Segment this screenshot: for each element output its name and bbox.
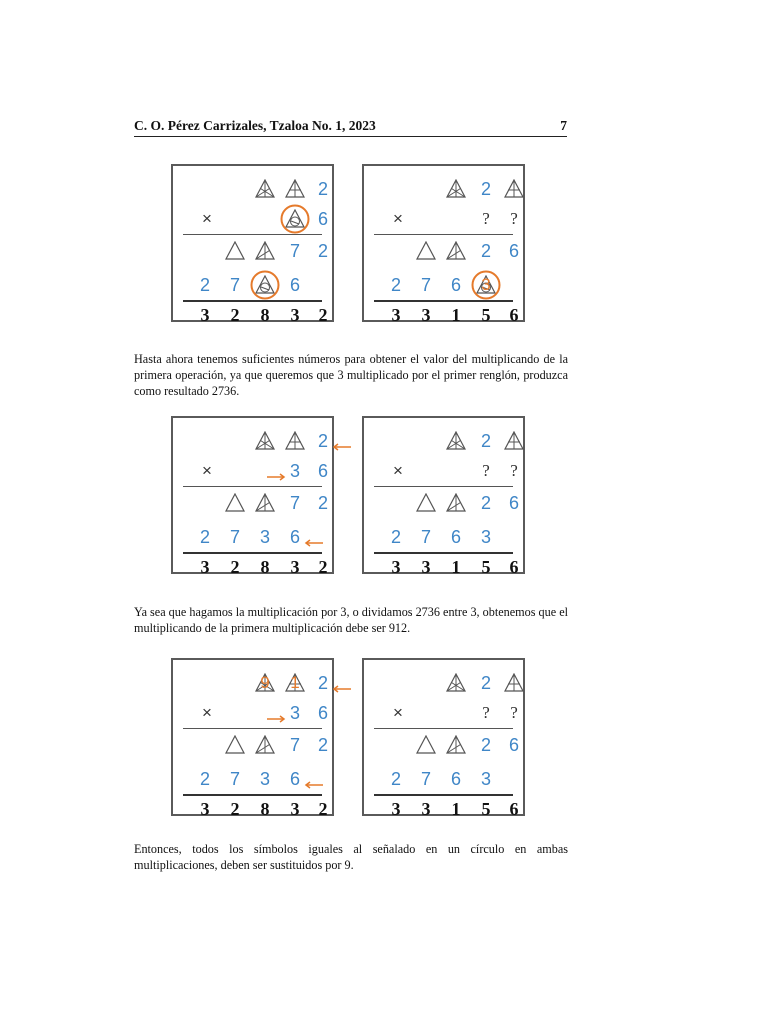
overlay-digit: 9	[260, 673, 270, 692]
triangle-star-icon	[446, 179, 466, 199]
arrow-left-icon	[304, 534, 324, 542]
multiplication-box-left	[171, 416, 334, 577]
sum-line	[183, 300, 322, 302]
digit: 2	[317, 431, 328, 451]
result-digit: 3	[421, 557, 431, 577]
digit: 2	[390, 275, 401, 295]
result-digit: 1	[451, 305, 461, 325]
triangle-t-icon	[504, 431, 524, 451]
digit: 7	[289, 241, 300, 261]
unknown-digit: ?	[510, 461, 518, 480]
sum-line	[374, 794, 513, 796]
digit: 7	[229, 769, 240, 789]
digit: 2	[317, 179, 328, 199]
multiplication-box-left	[171, 164, 334, 325]
digit: 7	[229, 275, 240, 295]
result-digit: 3	[421, 799, 431, 819]
times-sign: ×	[393, 209, 403, 228]
result-digit: 3	[290, 305, 300, 325]
digit: 6	[289, 527, 300, 547]
triangle-icon	[225, 735, 245, 755]
arrow-right-icon	[266, 710, 286, 718]
divider-line	[374, 486, 513, 487]
digit: 7	[420, 275, 431, 295]
divider-line	[374, 728, 513, 729]
digit: 6	[317, 209, 328, 229]
times-sign: ×	[202, 703, 212, 722]
unknown-digit: ?	[482, 461, 490, 480]
result-digit: 3	[391, 557, 401, 577]
result-digit: 3	[290, 799, 300, 819]
overlay-digit: 3	[481, 275, 491, 294]
result-digit: 1	[451, 557, 461, 577]
result-digit: 8	[260, 799, 270, 819]
digit: 2	[317, 735, 328, 755]
digit: 2	[199, 769, 210, 789]
unknown-digit: ?	[510, 209, 518, 228]
arrow-right-icon	[266, 468, 286, 476]
digit: 3	[289, 461, 300, 481]
triangle-t-icon	[285, 179, 305, 199]
result-digit: 8	[260, 305, 270, 325]
triangle-medians-icon	[446, 241, 466, 261]
result-digit: 3	[200, 799, 210, 819]
digit: 2	[317, 673, 328, 693]
result-digit: 8	[260, 557, 270, 577]
triangle-icon	[416, 735, 436, 755]
divider-line	[183, 234, 322, 235]
triangle-medians-icon	[255, 493, 275, 513]
digit: 2	[199, 275, 210, 295]
times-sign: ×	[202, 461, 212, 480]
unknown-digit: ?	[482, 703, 490, 722]
multiplication-box-right	[362, 658, 525, 819]
divider-line	[183, 486, 322, 487]
unknown-digit: ?	[482, 209, 490, 228]
sum-line	[374, 300, 513, 302]
unknown-digit: ?	[510, 703, 518, 722]
times-sign: ×	[202, 209, 212, 228]
digit: 6	[508, 735, 519, 755]
digit: 6	[508, 493, 519, 513]
result-digit: 2	[230, 557, 240, 577]
digit: 6	[450, 527, 461, 547]
divider-line	[374, 234, 513, 235]
result-digit: 2	[230, 305, 240, 325]
digit: 2	[480, 673, 491, 693]
digit: 6	[317, 461, 328, 481]
paragraph-1: Hasta ahora tenemos suficientes números para obtener el valor del multiplicando de la primera operación, ya que queremos que 3 multiplicado por el primer renglón, produzca como resultado 2736.	[134, 352, 568, 398]
digit: 7	[420, 769, 431, 789]
page-number: 7	[560, 118, 567, 133]
result-digit: 6	[509, 799, 519, 819]
triangle-icon	[416, 241, 436, 261]
digit: 6	[450, 769, 461, 789]
triangle-icon	[225, 241, 245, 261]
digit: 3	[259, 769, 270, 789]
paragraph-3: Entonces, todos los símbolos iguales al señalado en un círculo en ambas multiplicaciones, deben ser sustituidos por 9.	[134, 842, 568, 872]
digit: 3	[259, 527, 270, 547]
result-digit: 2	[318, 557, 328, 577]
divider-line	[183, 728, 322, 729]
highlight-circle	[250, 270, 280, 300]
result-digit: 3	[391, 305, 401, 325]
result-digit: 5	[481, 799, 491, 819]
triangle-icon	[225, 493, 245, 513]
digit: 3	[289, 703, 300, 723]
triangle-star-icon	[446, 431, 466, 451]
sum-line	[183, 794, 322, 796]
sum-line	[183, 552, 322, 554]
result-digit: 3	[421, 305, 431, 325]
result-digit: 6	[509, 557, 519, 577]
triangle-icon	[416, 493, 436, 513]
digit: 2	[390, 527, 401, 547]
digit: 2	[317, 493, 328, 513]
digit: 2	[480, 179, 491, 199]
digit: 2	[480, 493, 491, 513]
digit: 2	[390, 769, 401, 789]
digit: 7	[229, 527, 240, 547]
triangle-t-icon	[285, 431, 305, 451]
multiplication-box-right	[362, 164, 525, 325]
result-digit: 3	[391, 799, 401, 819]
header-citation: C. O. Pérez Carrizales, Tzaloa No. 1, 2023	[134, 118, 376, 133]
running-header	[134, 117, 567, 137]
triangle-star-icon	[255, 179, 275, 199]
sum-line	[374, 552, 513, 554]
digit: 2	[480, 735, 491, 755]
digit: 2	[317, 241, 328, 261]
result-digit: 5	[481, 557, 491, 577]
digit: 3	[480, 527, 491, 547]
triangle-star-icon	[255, 431, 275, 451]
digit: 6	[289, 275, 300, 295]
digit: 2	[199, 527, 210, 547]
highlight-circle	[280, 204, 310, 234]
arrow-left-icon	[304, 776, 324, 784]
digit: 6	[289, 769, 300, 789]
multiplication-box-left	[171, 658, 334, 819]
digit: 6	[450, 275, 461, 295]
times-sign: ×	[393, 461, 403, 480]
triangle-medians-icon	[255, 735, 275, 755]
result-digit: 1	[451, 799, 461, 819]
triangle-medians-icon	[446, 735, 466, 755]
digit: 7	[289, 493, 300, 513]
digit: 2	[480, 241, 491, 261]
result-digit: 6	[509, 305, 519, 325]
result-digit: 3	[200, 557, 210, 577]
triangle-medians-icon	[446, 493, 466, 513]
digit: 6	[317, 703, 328, 723]
result-digit: 2	[318, 305, 328, 325]
paragraph-2: Ya sea que hagamos la multiplicación por 3, o dividamos 2736 entre 3, obtenemos que el multiplicando de la primera multiplicación debe ser 912.	[134, 605, 568, 635]
digit: 2	[480, 431, 491, 451]
result-digit: 2	[230, 799, 240, 819]
digit: 7	[289, 735, 300, 755]
result-digit: 5	[481, 305, 491, 325]
triangle-star-icon	[446, 673, 466, 693]
result-digit: 3	[200, 305, 210, 325]
overlay-digit: 1	[290, 673, 300, 692]
triangle-t-icon	[504, 673, 524, 693]
triangle-t-icon	[504, 179, 524, 199]
result-digit: 3	[290, 557, 300, 577]
digit: 3	[480, 769, 491, 789]
digit: 6	[508, 241, 519, 261]
multiplication-box-right	[362, 416, 525, 577]
result-digit: 2	[318, 799, 328, 819]
arrow-left-icon	[332, 680, 352, 688]
triangle-medians-icon	[255, 241, 275, 261]
arrow-left-icon	[332, 438, 352, 446]
digit: 7	[420, 527, 431, 547]
times-sign: ×	[393, 703, 403, 722]
